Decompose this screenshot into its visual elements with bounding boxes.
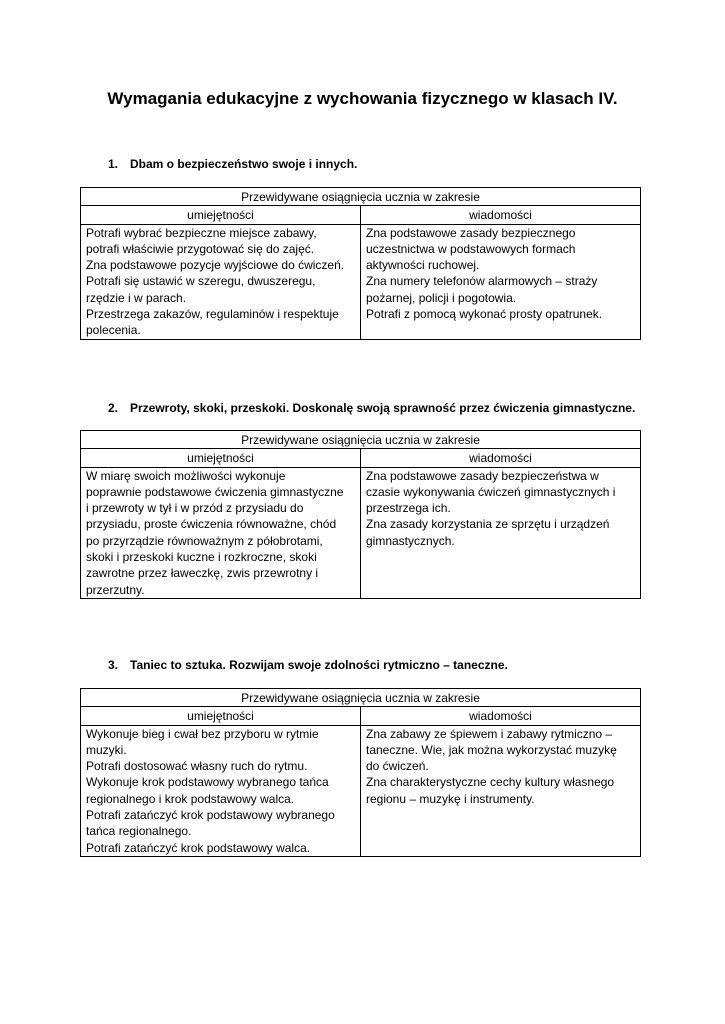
section-heading-text: Przewroty, skoki, przeskoki. Doskonalę swoją sprawność przez ćwiczenia gimnastyczne.	[130, 401, 636, 415]
text-line: uczestnictwa w podstawowych formach	[366, 241, 576, 256]
text-line: Potrafi wybrać bezpieczne miejsce zabawy,	[86, 225, 317, 240]
text-line: rzędzie i w parach.	[86, 290, 187, 305]
text-line: Zna numery telefonów alarmowych – straży	[366, 274, 598, 289]
text-line: polecenia.	[86, 323, 141, 338]
text-line: zawrotne przez ławeczkę, zwis przewrotny i	[86, 566, 319, 581]
text-line: regionu – muzykę i instrumenty.	[366, 791, 535, 806]
text-line: skoki i przeskoki kuczne i rozkroczne, skoki	[86, 550, 317, 565]
text-line: Potrafi zatańczyć krok podstawowy wybranego	[86, 808, 335, 823]
requirements-table	[80, 430, 641, 599]
text-line: potrafi właściwie przygotować się do zajęć.	[86, 241, 315, 256]
section-heading-text: Dbam o bezpieczeństwo swoje i innych.	[130, 157, 358, 171]
text-line: tańca regionalnego.	[86, 824, 192, 839]
text-line: W miarę swoich możliwości wykonuje	[86, 468, 286, 483]
document-title: Wymagania edukacyjne z wychowania fizycznego w klasach IV.	[107, 89, 618, 108]
table-header: Przewidywane osiągnięcia ucznia w zakresie	[81, 188, 641, 206]
text-line: muzyki.	[86, 742, 127, 757]
text-line: poprawnie podstawowe ćwiczenia gimnastyczne	[86, 484, 344, 499]
column-header-knowledge: wiadomości	[361, 449, 641, 467]
column-header-skills: umiejętności	[81, 449, 361, 467]
section-number: 1.	[108, 157, 119, 171]
requirements-table	[80, 187, 641, 340]
text-line: Przestrzega zakazów, regulaminów i respektuje	[86, 307, 339, 322]
requirements-table	[80, 688, 641, 857]
text-line: Zna podstawowe zasady bezpieczeństwa w	[366, 468, 599, 483]
skills-cell	[81, 467, 361, 598]
knowledge-cell	[361, 224, 641, 339]
text-line: czasie wykonywania ćwiczeń gimnastycznych i	[366, 484, 616, 499]
text-line: po przyrządzie równoważnym z półobrotami,	[86, 533, 323, 548]
text-line: Zna podstawowe zasady bezpiecznego	[366, 225, 576, 240]
text-line: aktywności ruchowej.	[366, 258, 480, 273]
text-line: pożarnej, policji i pogotowia.	[366, 290, 517, 305]
text-line: Zna charakterystyczne cechy kultury własnego	[366, 775, 615, 790]
text-line: Zna zabawy ze śpiewem i zabawy rytmiczno –	[366, 726, 613, 741]
knowledge-cell	[361, 467, 641, 598]
section-heading-text: Taniec to sztuka. Rozwijam swoje zdolności rytmiczno – taneczne.	[130, 658, 508, 672]
text-line: Potrafi dostosować własny ruch do rytmu.	[86, 759, 308, 774]
text-line: przestrzega ich.	[366, 501, 451, 516]
text-line: Potrafi się ustawić w szeregu, dwuszeregu,	[86, 274, 316, 289]
text-line: Potrafi z pomocą wykonać prosty opatrunek.	[366, 307, 603, 322]
text-line: Wykonuje krok podstawowy wybranego tańca	[86, 775, 329, 790]
section-number: 3.	[108, 658, 119, 672]
text-line: Zna podstawowe pozycje wyjściowe do ćwiczeń.	[86, 258, 345, 273]
knowledge-cell	[361, 725, 641, 856]
text-line: i przewroty w tył i w przód z przysiadu do	[86, 501, 304, 516]
column-header-knowledge: wiadomości	[361, 707, 641, 725]
section-heading	[108, 156, 357, 172]
skills-cell	[81, 725, 361, 856]
table-header: Przewidywane osiągnięcia ucznia w zakresie	[81, 431, 641, 449]
column-header-knowledge: wiadomości	[361, 206, 641, 224]
text-line: przerzutny.	[86, 582, 145, 597]
text-line: Wykonuje bieg i cwał bez przyboru w rytmie	[86, 726, 319, 741]
column-header-skills: umiejętności	[81, 206, 361, 224]
text-line: taneczne. Wie, jak można wykorzystać muzykę	[366, 742, 617, 757]
text-line: regionalnego i krok podstawowy walca.	[86, 791, 295, 806]
table-header: Przewidywane osiągnięcia ucznia w zakresie	[81, 689, 641, 707]
section-number: 2.	[108, 401, 119, 415]
section-heading	[108, 400, 635, 416]
text-line: Zna zasady korzystania ze sprzętu i urządzeń	[366, 517, 610, 532]
section-heading	[108, 657, 508, 673]
text-line: do ćwiczeń.	[366, 759, 429, 774]
skills-cell	[81, 224, 361, 339]
text-line: przysiadu, proste ćwiczenia równoważne, chód	[86, 517, 337, 532]
text-line: Potrafi zatańczyć krok podstawowy walca.	[86, 840, 311, 855]
text-line: gimnastycznych.	[366, 533, 455, 548]
column-header-skills: umiejętności	[81, 707, 361, 725]
